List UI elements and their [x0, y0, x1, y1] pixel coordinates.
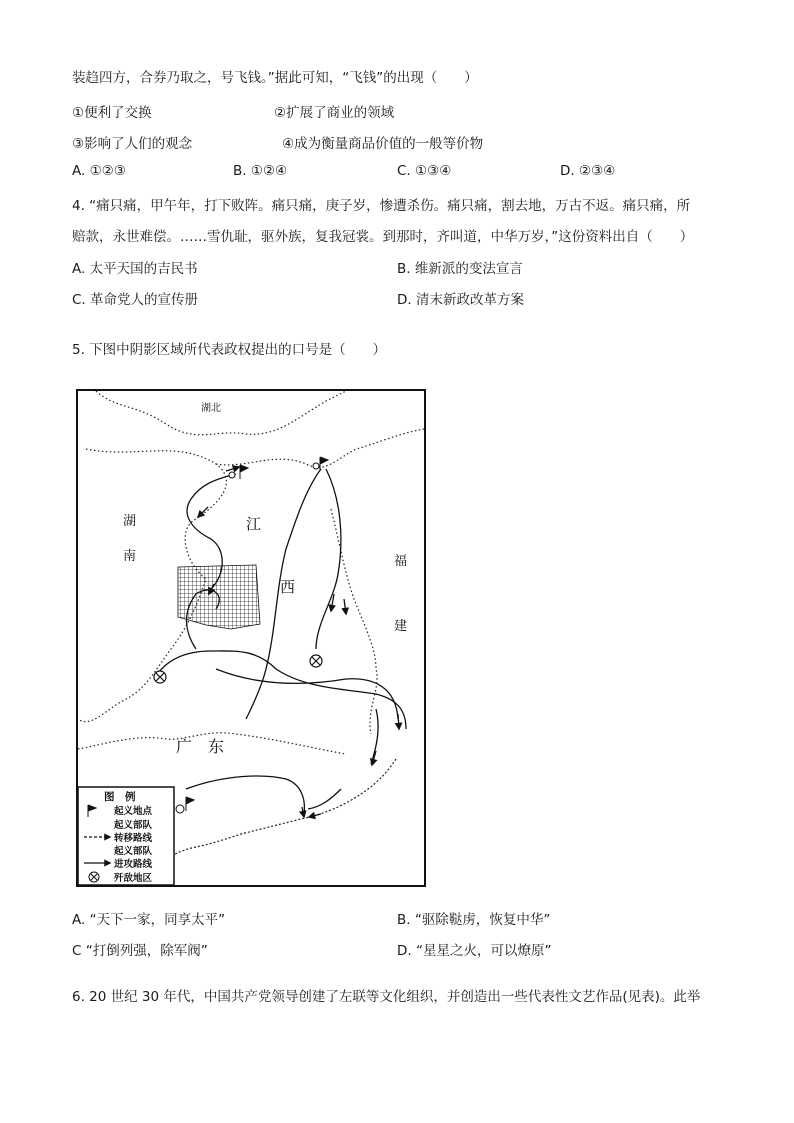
legend-hostile: 歼敌地区	[114, 873, 153, 884]
q5-option-d: D. “星星之火，可以燎原”	[397, 943, 552, 959]
q5-option-c: C “打倒列强，除军阀”	[72, 943, 208, 959]
q4-option-d: D. 清末新政改革方案	[397, 292, 524, 308]
q3-item-1: ①便利了交换	[72, 105, 152, 121]
legend-title: 图 例	[104, 791, 136, 803]
q3-item-3: ③影响了人们的观念	[72, 136, 193, 152]
q4-option-a: A. 太平天国的吉民书	[72, 261, 198, 277]
q4-option-c: C. 革命党人的宣传册	[72, 292, 199, 308]
q3-stem-tail: 装趋四方，合券乃取之，号飞钱。”据此可知，“飞钱”的出现（ ）	[72, 70, 478, 86]
map-legend	[78, 787, 174, 885]
q4-option-b: B. 维新派的变法宣言	[397, 261, 523, 277]
legend-attack-1: 起义部队	[114, 846, 153, 857]
q3-option-b: B. ①②④	[233, 163, 288, 179]
q5-map	[76, 389, 426, 887]
q3-item-4: ④成为衡量商品价值的一般等价物	[282, 136, 484, 152]
q5-option-b: B. “驱除鞑虏，恢复中华”	[397, 912, 551, 928]
q3-item-2: ②扩展了商业的领域	[274, 105, 395, 121]
q6-stem-line-1: 6. 20 世纪 30 年代，中国共产党领导创建了左联等文化组织，并创造出一些代表性文艺作品(见表)。此举	[72, 989, 701, 1005]
legend-attack-2: 进攻路线	[114, 859, 153, 870]
label-jiangxi-2: 西	[280, 578, 296, 596]
label-guangdong: 广 东	[176, 737, 225, 756]
label-hunan-2: 南	[123, 549, 137, 564]
q4-stem-line-2: 赔款，永世难偿。……雪仇耻，驱外族，复我冠裳。到那时，齐叫道，中华万岁，”这份资料出自（ ）	[72, 229, 694, 245]
q4-stem-line-1: 4. “痛只痛，甲午年，打下败阵。痛只痛，庚子岁，惨遭杀伤。痛只痛，割去地，万古不返。痛只痛，所	[72, 198, 691, 214]
label-hunan-1: 湖	[123, 514, 137, 529]
q3-option-a: A. ①②③	[72, 163, 126, 179]
label-fujian-1: 福	[394, 554, 408, 569]
q3-option-d: D. ②③④	[560, 163, 616, 179]
label-fujian-2: 建	[394, 619, 408, 634]
label-jiangxi-1: 江	[246, 515, 262, 533]
q5-stem: 5. 下图中阴影区域所代表政权提出的口号是（ ）	[72, 342, 387, 358]
q5-option-a: A. “天下一家，同享太平”	[72, 912, 226, 928]
legend-transfer-2: 转移路线	[114, 833, 153, 844]
label-hubei: 湖北	[201, 403, 221, 414]
q3-option-c: C. ①③④	[397, 163, 452, 179]
legend-transfer-1: 起义部队	[114, 820, 153, 831]
legend-uprising-site: 起义地点	[114, 806, 153, 817]
